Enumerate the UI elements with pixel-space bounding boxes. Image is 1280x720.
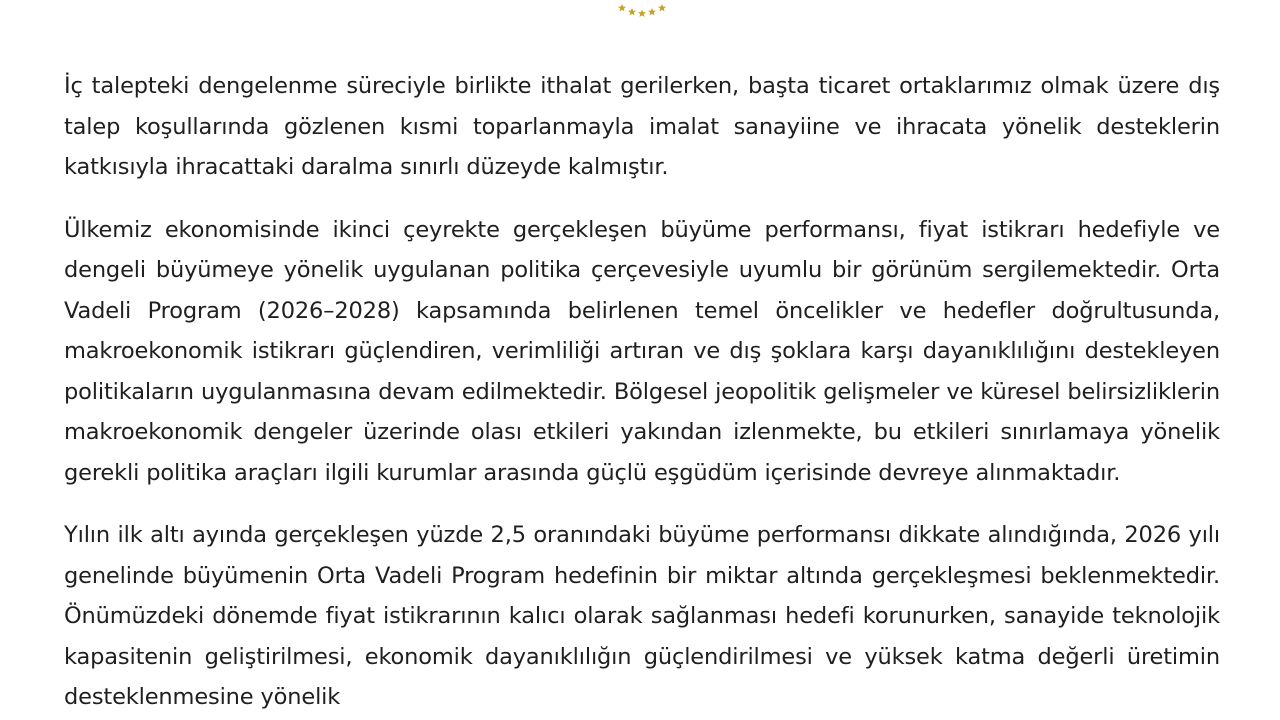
paragraph: Yılın ilk altı ayında gerçekleşen yüzde 2,5 oranındaki büyüme performansı dikkate alındığında, 2026 yılı genelinde büyümenin Orta Vadeli Program hedefinin bir miktar altında gerçekleşmesi beklenmektedir. Önümüzdeki dönemde fiyat istikrarının kalıcı olarak sağlanması hedefi korunurken, sanayide teknolojik kapasitenin geliştirilmesi, ekonomik dayanıklılığın güçlendirilmesi ve yüksek katma değerli üretimin desteklenmesine yönelik: [64, 522, 1220, 710]
paragraph: Ülkemiz ekonomisinde ikinci çeyrekte gerçekleşen büyüme performansı, fiyat istikrarı hedefiyle ve dengeli büyümeye yönelik uygulanan politika çerçevesiyle uyumlu bir görünüm sergilemektedir. Orta Vadeli Program (2026–2028) kapsamında belirlenen temel öncelikler ve hedefler doğrultusunda, makroekonomik istikrarı güçlendiren, verimliliği artıran ve dış şoklara karşı dayanıklılığını destekleyen politikaların uygulanmasına devam edilmektedir. Bölgesel jeopolitik gelişmeler ve küresel belirsizliklerin makroekonomik dengeler üzerinde olası etkileri yakından izlenmekte, bu etkileri sınırlamaya yönelik gerekli politika araçları ilgili kurumlar arasında güçlü eşgüdüm içerisinde devreye alınmaktadır.: [64, 216, 1220, 486]
document-body: [64, 66, 1220, 720]
paragraph: İç talepteki dengelenme süreciyle birlikte ithalat gerilerken, başta ticaret ortaklarımız olmak üzere dış talep koşullarında gözlenen kısmi toparlanmayla imalat sanayiine ve ihracata yönelik desteklerin katkısıyla ihracattaki daralma sınırlı düzeyde kalmıştır.: [64, 73, 1220, 180]
star-arc-emblem-icon: [610, 0, 674, 18]
